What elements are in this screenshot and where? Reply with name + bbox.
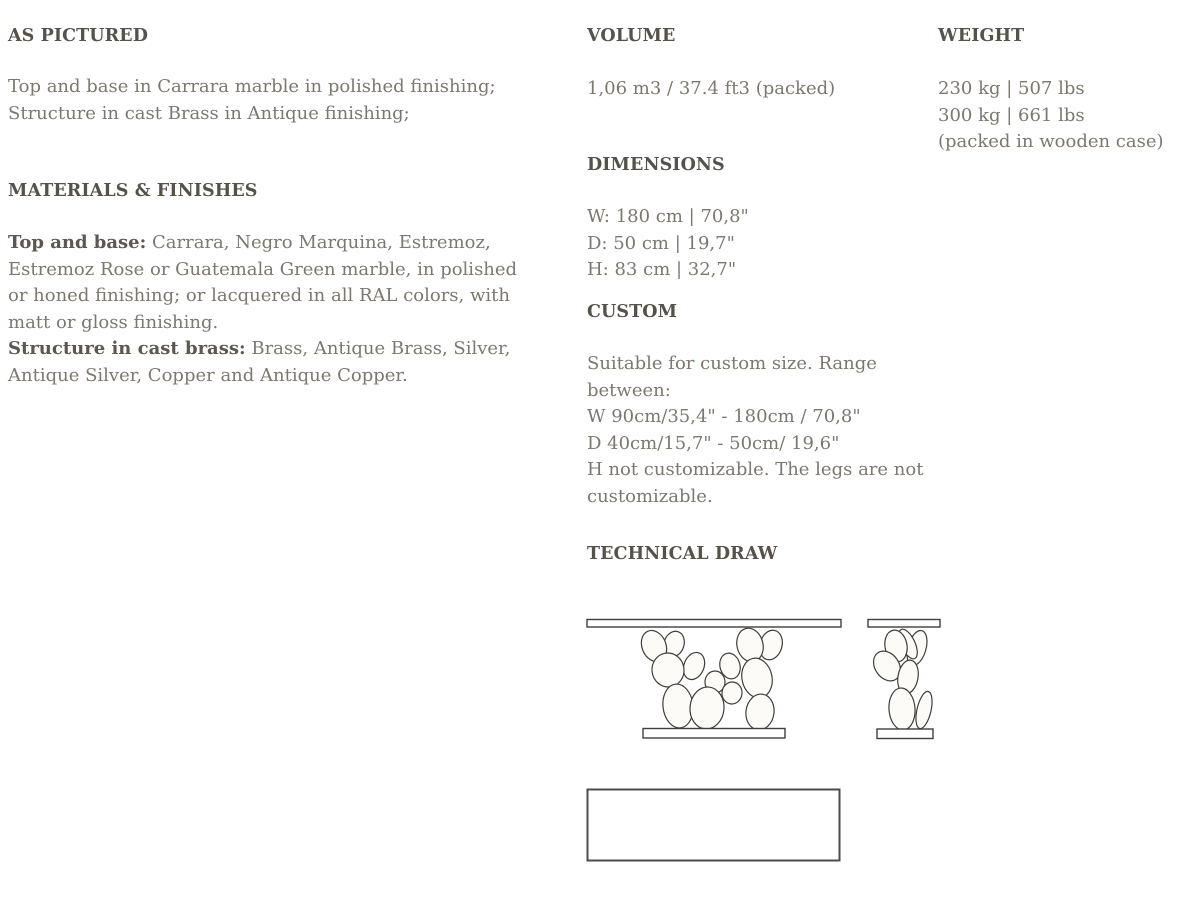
front-view-drawing xyxy=(587,620,841,739)
as-pictured-heading: AS PICTURED xyxy=(8,26,149,46)
side-view-top-slab xyxy=(868,620,940,628)
weight-list xyxy=(938,76,1164,156)
custom-line-5: H not customizable. The legs are not xyxy=(587,459,924,480)
front-view-base-slab xyxy=(643,729,785,739)
technical-drawing xyxy=(578,610,948,866)
as-pictured-line-2: Structure in cast Brass in Antique finishing; xyxy=(8,102,410,124)
weight-line-3: (packed in wooden case) xyxy=(938,131,1164,152)
front-view-top-slab xyxy=(587,620,841,628)
materials-line-4: matt or gloss finishing. xyxy=(8,311,219,333)
custom-line-2: between: xyxy=(587,379,671,401)
top-view-outline xyxy=(588,790,840,861)
materials-structure-label: Structure in cast brass: xyxy=(8,338,246,359)
custom-line-3: W 90cm/35,4" - 180cm / 70,8" xyxy=(587,406,861,427)
materials-line-2: Estremoz Rose or Guatemala Green marble, in polished xyxy=(8,258,518,280)
side-view-drawing xyxy=(868,620,940,739)
materials-line-5-rest: Brass, Antique Brass, Silver, xyxy=(245,338,511,359)
custom-line-4: D 40cm/15,7" - 50cm/ 19,6" xyxy=(587,432,840,454)
materials-line-1-rest: Carrara, Negro Marquina, Estremoz, xyxy=(146,232,491,253)
dimensions-list xyxy=(587,204,749,284)
dimension-depth: D: 50 cm | 19,7" xyxy=(587,232,735,254)
dimension-width: W: 180 cm | 70,8" xyxy=(587,206,749,227)
as-pictured-line-1: Top and base in Carrara marble in polished finishing; xyxy=(8,76,496,97)
materials-top-base-label: Top and base: xyxy=(8,232,147,253)
materials-heading: MATERIALS & FINISHES xyxy=(8,181,258,201)
weight-heading: WEIGHT xyxy=(938,26,1025,46)
materials-line-5 xyxy=(8,336,517,363)
materials-line-3: or honed finishing; or lacquered in all RAL colors, with xyxy=(8,285,510,306)
side-view-base-slab xyxy=(877,729,933,739)
weight-line-2: 300 kg | 661 lbs xyxy=(938,104,1085,126)
technical-draw-heading: TECHNICAL DRAW xyxy=(587,544,778,564)
volume-line: 1,06 m3 / 37.4 ft3 (packed) xyxy=(587,78,836,99)
custom-paragraph xyxy=(587,351,923,510)
weight-line-1: 230 kg | 507 lbs xyxy=(938,78,1085,99)
materials-line-1 xyxy=(8,230,517,257)
custom-line-1: Suitable for custom size. Range xyxy=(587,353,877,374)
top-view-drawing xyxy=(588,790,840,861)
dimensions-heading: DIMENSIONS xyxy=(587,155,725,175)
volume-value xyxy=(587,76,835,103)
materials-line-6: Antique Silver, Copper and Antique Copper. xyxy=(8,364,408,386)
custom-line-6: customizable. xyxy=(587,485,713,507)
volume-heading: VOLUME xyxy=(587,26,676,46)
custom-heading: CUSTOM xyxy=(587,302,678,322)
materials-paragraph xyxy=(8,230,517,389)
dimension-height: H: 83 cm | 32,7" xyxy=(587,259,737,280)
as-pictured-paragraph xyxy=(8,74,496,127)
